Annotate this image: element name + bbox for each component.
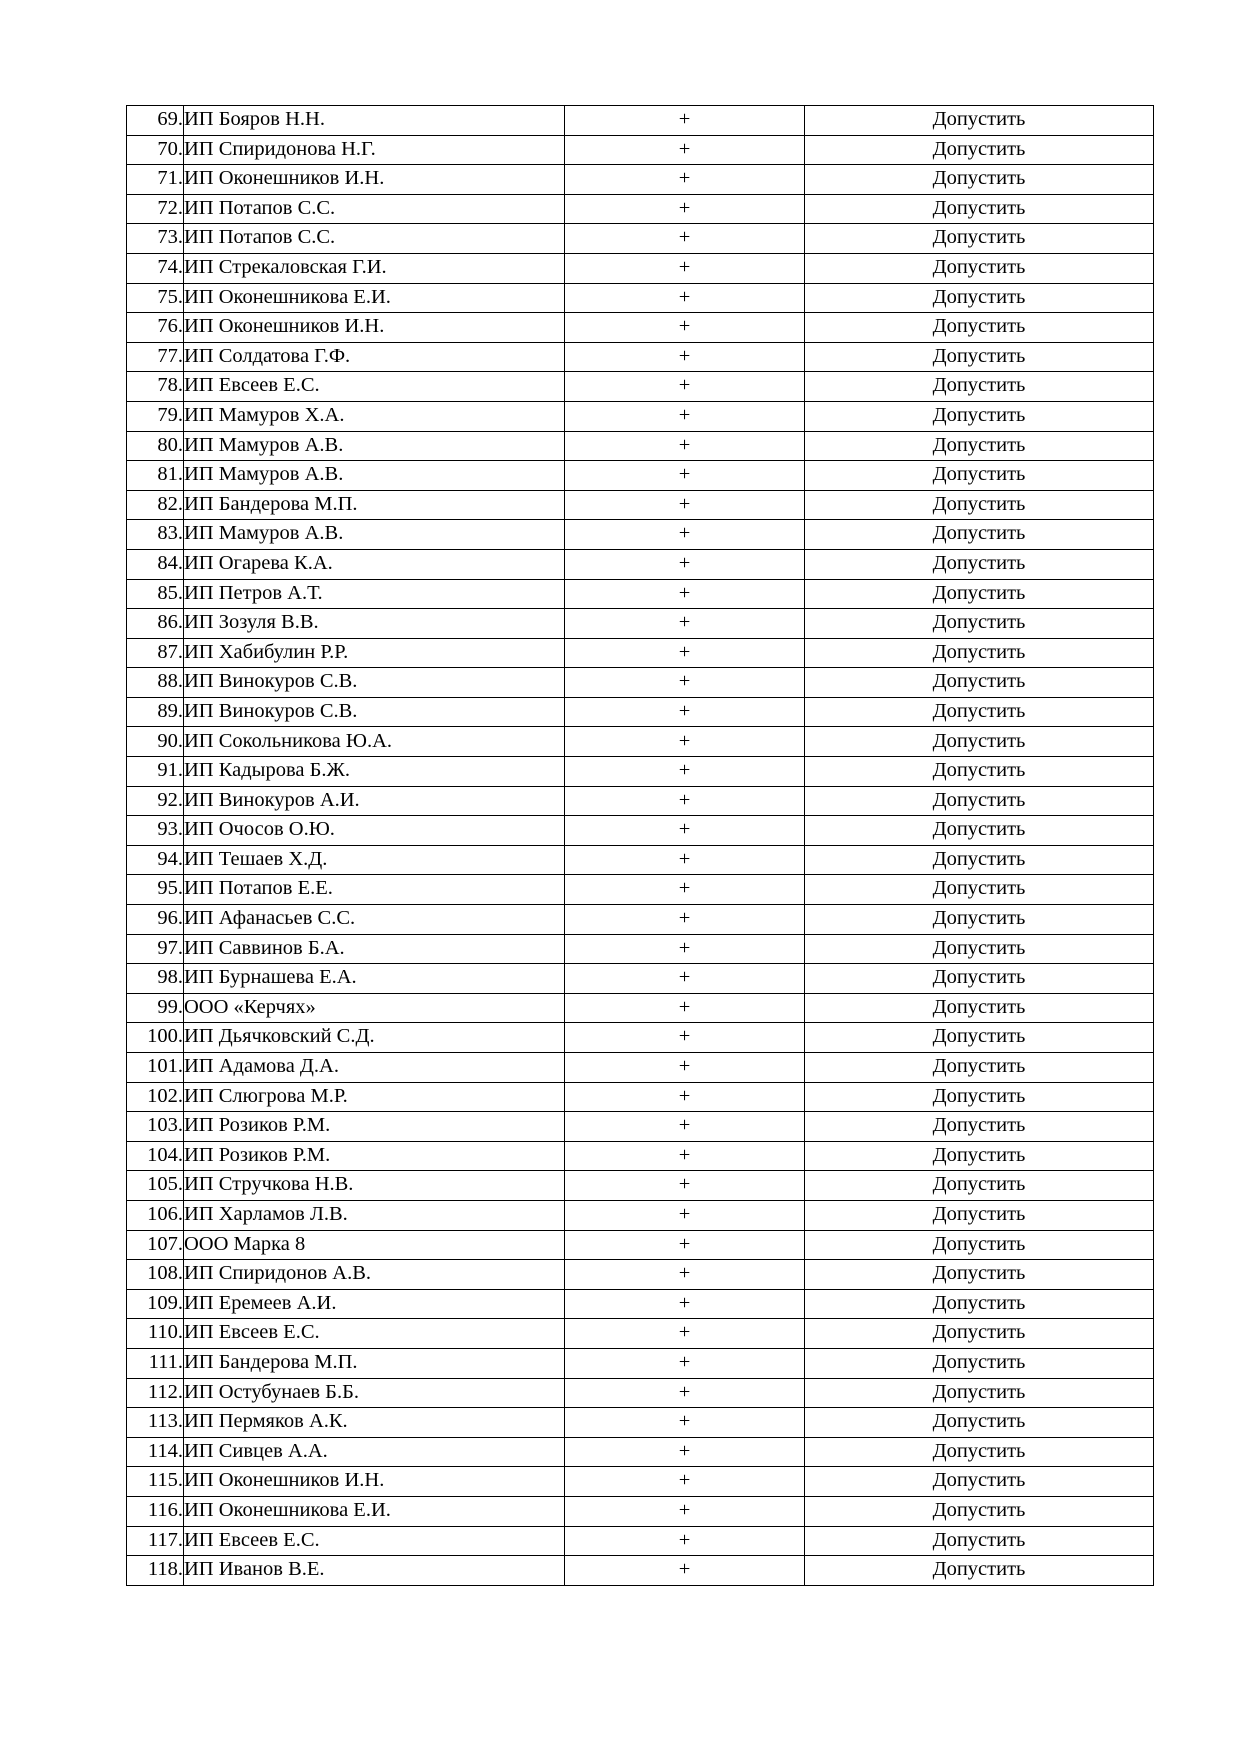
table-row: [127, 135, 1154, 165]
decision-cell: Допустить: [805, 313, 1154, 343]
mark-cell: +: [565, 194, 805, 224]
table-row: [127, 1496, 1154, 1526]
entity-name-cell: ИП Оконешникова Е.И.: [184, 283, 565, 313]
row-number-cell: 81.: [127, 461, 184, 491]
entity-name-cell: ИП Мамуров А.В.: [184, 461, 565, 491]
table-row: [127, 1556, 1154, 1586]
entity-name-cell: ИП Слюгрова М.Р.: [184, 1082, 565, 1112]
table-row: [127, 668, 1154, 698]
table-row: [127, 579, 1154, 609]
mark-cell: +: [565, 579, 805, 609]
mark-cell: +: [565, 964, 805, 994]
mark-cell: +: [565, 1348, 805, 1378]
table-row: [127, 638, 1154, 668]
decision-cell: Допустить: [805, 1319, 1154, 1349]
entity-name-cell: ИП Петров А.Т.: [184, 579, 565, 609]
mark-cell: +: [565, 135, 805, 165]
mark-cell: +: [565, 165, 805, 195]
row-number-cell: 118.: [127, 1556, 184, 1586]
entity-name-cell: ИП Оконешников И.Н.: [184, 1467, 565, 1497]
entity-name-cell: ИП Мамуров А.В.: [184, 431, 565, 461]
mark-cell: +: [565, 1171, 805, 1201]
row-number-cell: 98.: [127, 964, 184, 994]
table-row: [127, 1408, 1154, 1438]
entity-name-cell: ИП Розиков Р.М.: [184, 1141, 565, 1171]
table-row: [127, 1319, 1154, 1349]
mark-cell: +: [565, 993, 805, 1023]
decision-cell: Допустить: [805, 135, 1154, 165]
row-number-cell: 105.: [127, 1171, 184, 1201]
table-row: [127, 342, 1154, 372]
table-row: [127, 106, 1154, 136]
decision-cell: Допустить: [805, 1023, 1154, 1053]
table-row: [127, 1171, 1154, 1201]
table-row: [127, 1378, 1154, 1408]
mark-cell: +: [565, 816, 805, 846]
entity-name-cell: ИП Розиков Р.М.: [184, 1112, 565, 1142]
entity-name-cell: ИП Бандерова М.П.: [184, 1348, 565, 1378]
table-row: [127, 1437, 1154, 1467]
mark-cell: +: [565, 1496, 805, 1526]
entity-name-cell: ИП Потапов С.С.: [184, 224, 565, 254]
row-number-cell: 99.: [127, 993, 184, 1023]
row-number-cell: 113.: [127, 1408, 184, 1438]
row-number-cell: 92.: [127, 786, 184, 816]
table-row: [127, 1141, 1154, 1171]
entity-name-cell: ИП Спиридонова Н.Г.: [184, 135, 565, 165]
row-number-cell: 79.: [127, 401, 184, 431]
decision-cell: Допустить: [805, 283, 1154, 313]
row-number-cell: 76.: [127, 313, 184, 343]
table-row: [127, 786, 1154, 816]
entity-name-cell: ИП Евсеев Е.С.: [184, 1319, 565, 1349]
table-row: [127, 283, 1154, 313]
decision-cell: Допустить: [805, 668, 1154, 698]
entity-name-cell: ИП Бандерова М.П.: [184, 490, 565, 520]
decision-cell: Допустить: [805, 816, 1154, 846]
entity-name-cell: ИП Стрекаловская Г.И.: [184, 253, 565, 283]
entity-name-cell: ИП Бурнашева Е.А.: [184, 964, 565, 994]
decision-cell: Допустить: [805, 342, 1154, 372]
decision-cell: Допустить: [805, 1496, 1154, 1526]
mark-cell: +: [565, 668, 805, 698]
decision-cell: Допустить: [805, 786, 1154, 816]
table-row: [127, 520, 1154, 550]
mark-cell: +: [565, 283, 805, 313]
table-row: [127, 1260, 1154, 1290]
entity-name-cell: ИП Иванов В.Е.: [184, 1556, 565, 1586]
decision-cell: Допустить: [805, 1348, 1154, 1378]
mark-cell: +: [565, 313, 805, 343]
entity-name-cell: ИП Оконешников И.Н.: [184, 165, 565, 195]
mark-cell: +: [565, 1230, 805, 1260]
row-number-cell: 71.: [127, 165, 184, 195]
mark-cell: +: [565, 905, 805, 935]
decision-cell: Допустить: [805, 1467, 1154, 1497]
table-row: [127, 1112, 1154, 1142]
row-number-cell: 86.: [127, 609, 184, 639]
row-number-cell: 100.: [127, 1023, 184, 1053]
decision-cell: Допустить: [805, 253, 1154, 283]
mark-cell: +: [565, 1289, 805, 1319]
entity-name-cell: ИП Сивцев А.А.: [184, 1437, 565, 1467]
row-number-cell: 104.: [127, 1141, 184, 1171]
decision-cell: Допустить: [805, 549, 1154, 579]
decision-cell: Допустить: [805, 905, 1154, 935]
mark-cell: +: [565, 757, 805, 787]
row-number-cell: 115.: [127, 1467, 184, 1497]
decision-cell: Допустить: [805, 964, 1154, 994]
mark-cell: +: [565, 1200, 805, 1230]
mark-cell: +: [565, 875, 805, 905]
row-number-cell: 73.: [127, 224, 184, 254]
table-row: [127, 490, 1154, 520]
table-row: [127, 964, 1154, 994]
row-number-cell: 109.: [127, 1289, 184, 1319]
table-row: [127, 1230, 1154, 1260]
mark-cell: +: [565, 1260, 805, 1290]
mark-cell: +: [565, 1141, 805, 1171]
entity-name-cell: ИП Потапов Е.Е.: [184, 875, 565, 905]
decision-cell: Допустить: [805, 1171, 1154, 1201]
mark-cell: +: [565, 1408, 805, 1438]
table-row: [127, 253, 1154, 283]
row-number-cell: 72.: [127, 194, 184, 224]
table-row: [127, 1526, 1154, 1556]
row-number-cell: 77.: [127, 342, 184, 372]
row-number-cell: 70.: [127, 135, 184, 165]
decision-cell: Допустить: [805, 609, 1154, 639]
table-row: [127, 845, 1154, 875]
mark-cell: +: [565, 1556, 805, 1586]
decision-cell: Допустить: [805, 224, 1154, 254]
mark-cell: +: [565, 727, 805, 757]
table-row: [127, 1082, 1154, 1112]
entity-name-cell: ИП Спиридонов А.В.: [184, 1260, 565, 1290]
table-row: [127, 727, 1154, 757]
row-number-cell: 89.: [127, 697, 184, 727]
entity-name-cell: ИП Кадырова Б.Ж.: [184, 757, 565, 787]
entity-name-cell: ИП Потапов С.С.: [184, 194, 565, 224]
row-number-cell: 108.: [127, 1260, 184, 1290]
mark-cell: +: [565, 224, 805, 254]
decision-cell: Допустить: [805, 845, 1154, 875]
table-row: [127, 697, 1154, 727]
decision-cell: Допустить: [805, 934, 1154, 964]
table-row: [127, 313, 1154, 343]
decision-cell: Допустить: [805, 461, 1154, 491]
row-number-cell: 94.: [127, 845, 184, 875]
mark-cell: +: [565, 490, 805, 520]
entity-name-cell: ИП Солдатова Г.Ф.: [184, 342, 565, 372]
entity-name-cell: ИП Пермяков А.К.: [184, 1408, 565, 1438]
mark-cell: +: [565, 609, 805, 639]
entity-name-cell: ИП Евсеев Е.С.: [184, 1526, 565, 1556]
table-row: [127, 875, 1154, 905]
decision-cell: Допустить: [805, 1053, 1154, 1083]
entity-name-cell: ООО Марка 8: [184, 1230, 565, 1260]
table-row: [127, 1289, 1154, 1319]
row-number-cell: 93.: [127, 816, 184, 846]
row-number-cell: 80.: [127, 431, 184, 461]
decision-cell: Допустить: [805, 1556, 1154, 1586]
decision-cell: Допустить: [805, 875, 1154, 905]
entity-name-cell: ИП Винокуров А.И.: [184, 786, 565, 816]
mark-cell: +: [565, 934, 805, 964]
row-number-cell: 97.: [127, 934, 184, 964]
row-number-cell: 101.: [127, 1053, 184, 1083]
entity-name-cell: ИП Винокуров С.В.: [184, 697, 565, 727]
mark-cell: +: [565, 1378, 805, 1408]
entity-name-cell: ИП Харламов Л.В.: [184, 1200, 565, 1230]
entity-name-cell: ИП Тешаев Х.Д.: [184, 845, 565, 875]
table-row: [127, 993, 1154, 1023]
table-row: [127, 194, 1154, 224]
row-number-cell: 91.: [127, 757, 184, 787]
row-number-cell: 117.: [127, 1526, 184, 1556]
decision-cell: Допустить: [805, 490, 1154, 520]
row-number-cell: 106.: [127, 1200, 184, 1230]
table-row: [127, 757, 1154, 787]
table-row: [127, 224, 1154, 254]
decision-cell: Допустить: [805, 727, 1154, 757]
row-number-cell: 114.: [127, 1437, 184, 1467]
entity-name-cell: ИП Адамова Д.А.: [184, 1053, 565, 1083]
decision-cell: Допустить: [805, 372, 1154, 402]
applicants-table-container: [126, 105, 1153, 1586]
decision-cell: Допустить: [805, 401, 1154, 431]
entity-name-cell: ИП Еремеев А.И.: [184, 1289, 565, 1319]
table-row: [127, 934, 1154, 964]
row-number-cell: 103.: [127, 1112, 184, 1142]
decision-cell: Допустить: [805, 579, 1154, 609]
table-row: [127, 461, 1154, 491]
mark-cell: +: [565, 520, 805, 550]
row-number-cell: 87.: [127, 638, 184, 668]
mark-cell: +: [565, 461, 805, 491]
entity-name-cell: ООО «Керчях»: [184, 993, 565, 1023]
entity-name-cell: ИП Зозуля В.В.: [184, 609, 565, 639]
row-number-cell: 82.: [127, 490, 184, 520]
mark-cell: +: [565, 1053, 805, 1083]
entity-name-cell: ИП Евсеев Е.С.: [184, 372, 565, 402]
mark-cell: +: [565, 1112, 805, 1142]
entity-name-cell: ИП Остубунаев Б.Б.: [184, 1378, 565, 1408]
table-row: [127, 1053, 1154, 1083]
entity-name-cell: ИП Оконешников И.Н.: [184, 313, 565, 343]
mark-cell: +: [565, 342, 805, 372]
table-row: [127, 905, 1154, 935]
row-number-cell: 83.: [127, 520, 184, 550]
entity-name-cell: ИП Оконешникова Е.И.: [184, 1496, 565, 1526]
mark-cell: +: [565, 1437, 805, 1467]
entity-name-cell: ИП Саввинов Б.А.: [184, 934, 565, 964]
table-row: [127, 165, 1154, 195]
decision-cell: Допустить: [805, 1437, 1154, 1467]
mark-cell: +: [565, 1082, 805, 1112]
row-number-cell: 90.: [127, 727, 184, 757]
row-number-cell: 84.: [127, 549, 184, 579]
table-row: [127, 1467, 1154, 1497]
entity-name-cell: ИП Хабибулин Р.Р.: [184, 638, 565, 668]
row-number-cell: 88.: [127, 668, 184, 698]
entity-name-cell: ИП Бояров Н.Н.: [184, 106, 565, 136]
row-number-cell: 74.: [127, 253, 184, 283]
decision-cell: Допустить: [805, 520, 1154, 550]
decision-cell: Допустить: [805, 1526, 1154, 1556]
decision-cell: Допустить: [805, 1112, 1154, 1142]
decision-cell: Допустить: [805, 1378, 1154, 1408]
entity-name-cell: ИП Афанасьев С.С.: [184, 905, 565, 935]
row-number-cell: 102.: [127, 1082, 184, 1112]
row-number-cell: 111.: [127, 1348, 184, 1378]
mark-cell: +: [565, 845, 805, 875]
entity-name-cell: ИП Стручкова Н.В.: [184, 1171, 565, 1201]
entity-name-cell: ИП Очосов О.Ю.: [184, 816, 565, 846]
decision-cell: Допустить: [805, 165, 1154, 195]
decision-cell: Допустить: [805, 1082, 1154, 1112]
row-number-cell: 75.: [127, 283, 184, 313]
mark-cell: +: [565, 1467, 805, 1497]
decision-cell: Допустить: [805, 1289, 1154, 1319]
mark-cell: +: [565, 1319, 805, 1349]
mark-cell: +: [565, 786, 805, 816]
mark-cell: +: [565, 253, 805, 283]
decision-cell: Допустить: [805, 1141, 1154, 1171]
applicants-table-body: [127, 106, 1154, 1586]
row-number-cell: 95.: [127, 875, 184, 905]
table-row: [127, 1348, 1154, 1378]
table-row: [127, 609, 1154, 639]
table-row: [127, 401, 1154, 431]
mark-cell: +: [565, 638, 805, 668]
decision-cell: Допустить: [805, 638, 1154, 668]
mark-cell: +: [565, 549, 805, 579]
row-number-cell: 78.: [127, 372, 184, 402]
entity-name-cell: ИП Винокуров С.В.: [184, 668, 565, 698]
decision-cell: Допустить: [805, 757, 1154, 787]
decision-cell: Допустить: [805, 431, 1154, 461]
mark-cell: +: [565, 372, 805, 402]
applicants-table: [126, 105, 1154, 1586]
mark-cell: +: [565, 431, 805, 461]
table-row: [127, 372, 1154, 402]
table-row: [127, 549, 1154, 579]
row-number-cell: 110.: [127, 1319, 184, 1349]
mark-cell: +: [565, 1526, 805, 1556]
decision-cell: Допустить: [805, 1408, 1154, 1438]
decision-cell: Допустить: [805, 194, 1154, 224]
row-number-cell: 85.: [127, 579, 184, 609]
mark-cell: +: [565, 1023, 805, 1053]
entity-name-cell: ИП Дьячковский С.Д.: [184, 1023, 565, 1053]
row-number-cell: 116.: [127, 1496, 184, 1526]
row-number-cell: 96.: [127, 905, 184, 935]
decision-cell: Допустить: [805, 1230, 1154, 1260]
table-row: [127, 1023, 1154, 1053]
table-row: [127, 816, 1154, 846]
entity-name-cell: ИП Сокольникова Ю.А.: [184, 727, 565, 757]
row-number-cell: 69.: [127, 106, 184, 136]
entity-name-cell: ИП Мамуров А.В.: [184, 520, 565, 550]
row-number-cell: 112.: [127, 1378, 184, 1408]
entity-name-cell: ИП Мамуров Х.А.: [184, 401, 565, 431]
table-row: [127, 431, 1154, 461]
decision-cell: Допустить: [805, 1200, 1154, 1230]
entity-name-cell: ИП Огарева К.А.: [184, 549, 565, 579]
decision-cell: Допустить: [805, 106, 1154, 136]
decision-cell: Допустить: [805, 697, 1154, 727]
table-row: [127, 1200, 1154, 1230]
mark-cell: +: [565, 697, 805, 727]
mark-cell: +: [565, 401, 805, 431]
decision-cell: Допустить: [805, 1260, 1154, 1290]
row-number-cell: 107.: [127, 1230, 184, 1260]
mark-cell: +: [565, 106, 805, 136]
decision-cell: Допустить: [805, 993, 1154, 1023]
